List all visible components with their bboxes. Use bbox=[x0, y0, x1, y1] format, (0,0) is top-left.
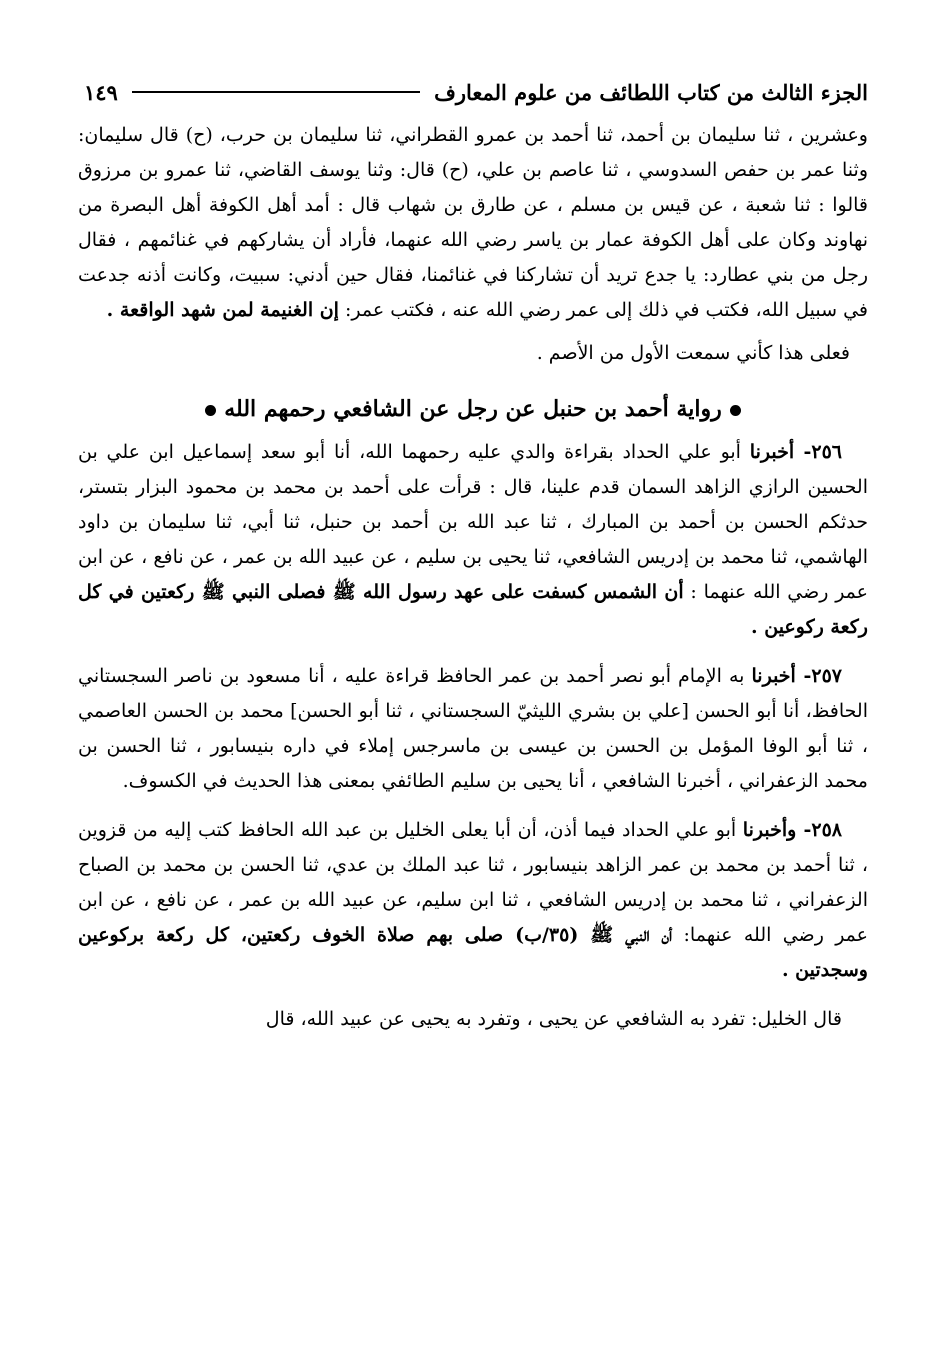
final-paragraph: قال الخليل: تفرد به الشافعي عن يحيى ، وتفرد به يحيى عن عبيد الله، قال bbox=[265, 1008, 842, 1030]
narration-256 bbox=[78, 435, 868, 645]
book-page bbox=[78, 70, 868, 1051]
header-rule bbox=[132, 91, 420, 93]
bullet-icon bbox=[205, 405, 216, 416]
narration-257 bbox=[78, 659, 868, 799]
narration-text: به الإمام أبو نصر أحمد بن عمر الحافظ قراءة عليه ، أنا مسعود بن ناصر السجستاني الحافظ، أنا أبو الحسن [علي بن بشري الليثيّ السجستاني ، ثنا أبو الحسن] محمد بن الحسن العاصمي ، ثنا أبو الوفا المؤمل بن الحسن بن عيسى بن ماسرجس إملاء في داره بنيسابور ، ثنا الحسن بن محمد الزعفراني ، أخبرنا الشافعي ، أنا يحيى بن سليم الطائفي بمعنى هذا الحديث في الكسوف. bbox=[78, 665, 868, 792]
running-header bbox=[78, 70, 868, 114]
narration-text: أبو علي الحداد بقراءة والدي عليه رحمهما الله، أنا أبو سعد إسماعيل ابن علي بن الحسين الرازي الزاهد السمان قدم علينا، قال : قرأت على أحمد بن محمد بن محمود البزار بتستر، حدثكم الحسن بن أحمد بن المبارك ، ثنا عبد الله بن أحمد بن حنبل، ثنا أبي، ثنا سليمان بن داود الهاشمي، ثنا محمد بن إدريس الشافعي، ثنا يحيى بن سليم ، عن عبيد الله بن عمر ، عن نافع ، عن ابن عمر رضي الله عنهما : bbox=[78, 441, 869, 603]
narration-number: ٢٥٧- أخبرنا bbox=[751, 665, 842, 687]
running-title: الجزء الثالث من كتاب اللطائف من علوم المعارف bbox=[434, 79, 868, 105]
bullet-icon bbox=[730, 405, 741, 416]
intro-quote: إن الغنيمة لمن شهد الواقعة . bbox=[106, 299, 339, 321]
narration-quote: أن الشمس كسفت على عهد رسول الله ﷺ فصلى النبي ﷺ ركعتين في كل ركعة ركوعين . bbox=[78, 581, 868, 638]
closing-remark: فعلى هذا كأني سمعت الأول من الأصم . bbox=[536, 342, 850, 364]
narration-quote: أن النبي ﷺ (٣٥/ب) صلى بهم صلاة الخوف ركعتين، كل ركعة بركوعين وسجدتين . bbox=[78, 924, 868, 981]
narration-number: ٢٥٦- أخبرنا bbox=[749, 441, 842, 463]
narration-258 bbox=[78, 813, 868, 988]
intro-text: وعشرين ، ثنا سليمان بن أحمد، ثنا أحمد بن عمرو القطراني، ثنا سليمان بن حرب، (ح) قال سليمان: وثنا عمر بن حفص السدوسي ، ثنا عاصم بن علي، (ح) قال: وثنا يوسف القاضي، ثنا عمرو بن مرزوق قالوا : ثنا شعبة ، عن قيس بن مسلم ، عن طارق بن شهاب قال : أمد أهل الكوفة أهل البصرة من نهاوند وكان على أهل الكوفة عمار بن ياسر رضي الله عنهما، فأراد أن يشاركهم في غنائمهم ، فقال رجل من بني عطارد: يا جدع تريد أن تشاركنا في غنائمنا، فقال حين أدني: سبيت، وكانت أذنه جدعت في سبيل الله، فكتب في ذلك إلى عمر رضي الله عنه ، فكتب عمر: bbox=[78, 124, 868, 321]
section-heading bbox=[78, 389, 868, 429]
section-heading-text: رواية أحمد بن حنبل عن رجل عن الشافعي رحمهم الله bbox=[224, 396, 722, 422]
page-number: ١٤٩ bbox=[84, 79, 118, 105]
narration-number: ٢٥٨- وأخبرنا bbox=[742, 819, 842, 841]
narration-text: أبو علي الحداد فيما أذن، أن أبا يعلى الخليل بن عبد الله الحافظ كتب إليه من قزوين ، ثنا أحمد بن محمد بن عمر الزاهد بنيسابور ، ثنا عبد الملك بن عدي، ثنا الحسن بن محمد بن الصباح الزعفراني ، ثنا محمد بن إدريس الشافعي ، ثنا ابن سليم، عن عبيد الله بن عمر ، عن نافع ، عن ابن عمر رضي الله عنهما: bbox=[78, 819, 869, 946]
intro-paragraph bbox=[78, 118, 868, 328]
